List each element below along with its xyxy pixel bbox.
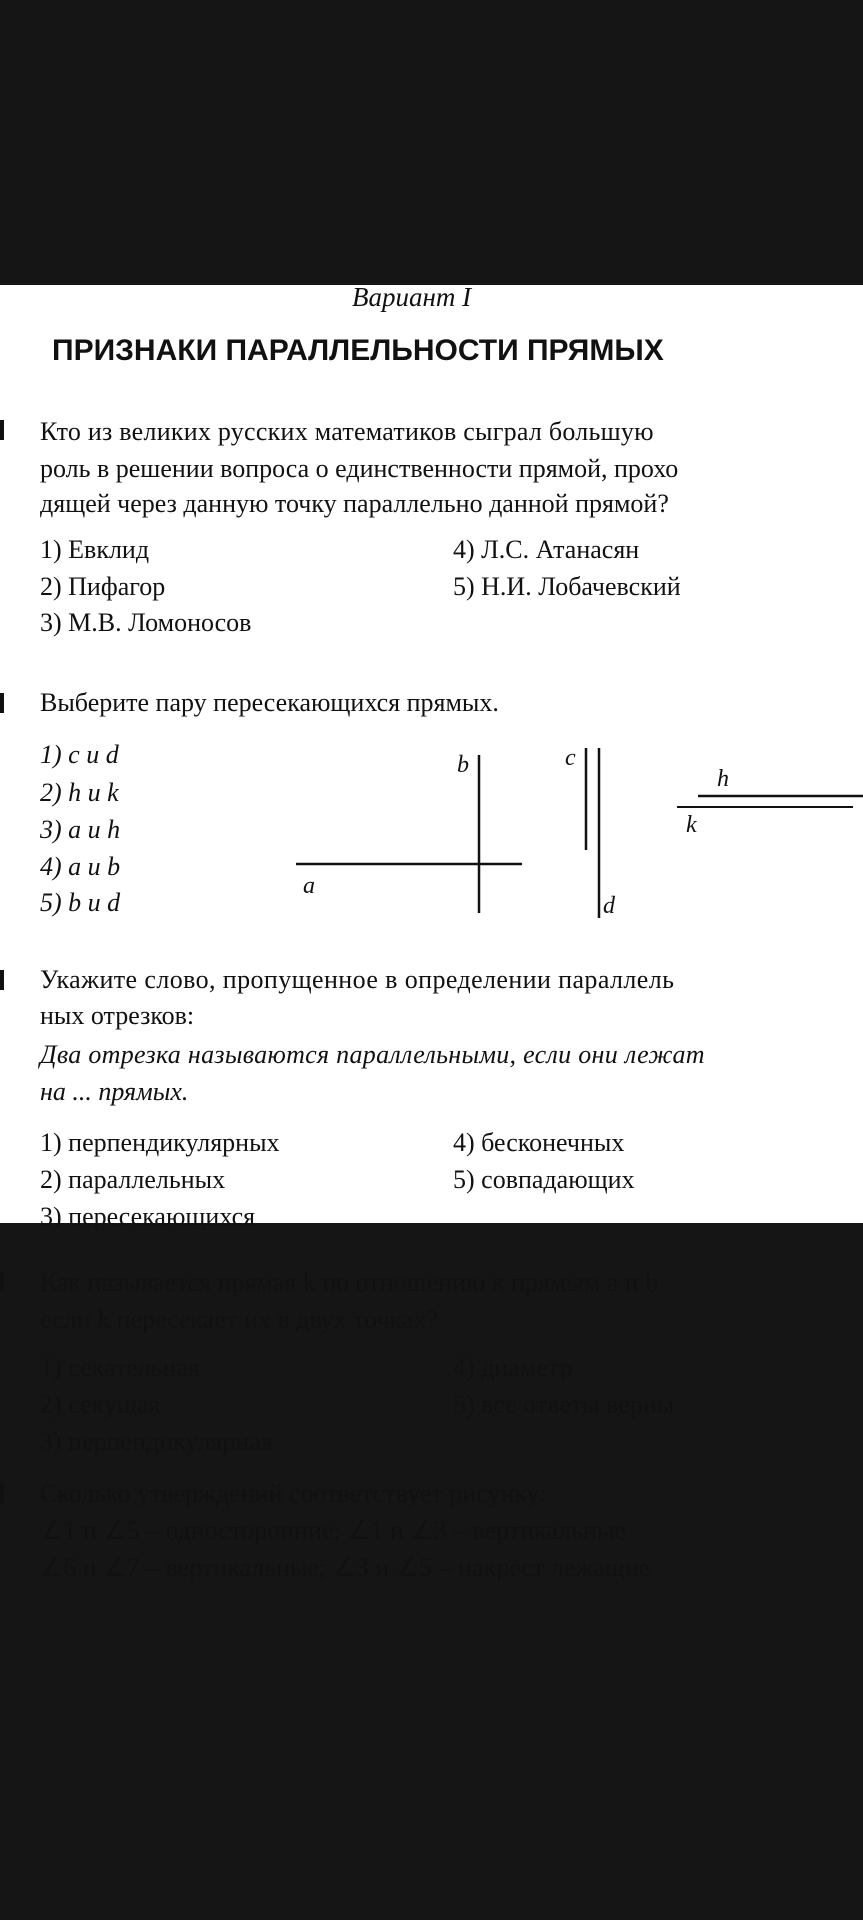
q3-option-2: 2) параллельных (40, 1165, 226, 1194)
label-k: k (686, 812, 697, 838)
q3-option-4: 4) бесконечных (453, 1128, 625, 1157)
q5-line-3: ∠6 и ∠7 – вертикальные; ∠3 и ∠5 – накрест лежащие (40, 1553, 651, 1582)
page-title: ПРИЗНАКИ ПАРАЛЛЕЛЬНОСТИ ПРЯМЫХ (52, 334, 664, 367)
q2-option-1: 1) c и d (40, 740, 119, 769)
q3-option-3: 3) пересекающихся (40, 1202, 256, 1231)
q3-line-1: Укажите слово, пропущенное в определении параллель (40, 965, 675, 994)
q3-line-2: ных отрезков: (40, 1001, 195, 1030)
worksheet-page (0, 282, 863, 1582)
q4-option-5: 5) все ответы верны (453, 1390, 675, 1419)
q1-option-1: 1) Евклид (40, 535, 150, 564)
question-marker-5 (0, 1483, 4, 1503)
q1-option-5: 5) Н.И. Лобачевский (453, 572, 681, 601)
q2-text: Выберите пару пересекающихся прямых. (40, 688, 499, 717)
q4-line-2: если k пересекает их в двух точках? (40, 1305, 438, 1334)
q3-option-5: 5) совпадающих (453, 1165, 635, 1194)
label-c: c (565, 745, 576, 771)
label-d: d (603, 893, 615, 919)
q1-line-3: дящей через данную точку параллельно данной прямой? (40, 489, 669, 518)
q4-option-2: 2) секущая (40, 1390, 161, 1419)
q4-option-3: 3) перпендикулярная (40, 1427, 273, 1456)
label-b: b (457, 752, 469, 778)
label-a: a (303, 873, 315, 899)
q3-option-1: 1) перпендикулярных (40, 1128, 280, 1157)
q2-option-5: 5) b и d (40, 888, 121, 917)
label-h: h (717, 766, 729, 792)
question-marker-4 (0, 1272, 4, 1292)
q4-option-1: 1) секательная (40, 1353, 200, 1382)
q1-line-1: Кто из великих русских математиков сыграл большую (40, 417, 654, 446)
q2-option-2: 2) h и k (40, 778, 119, 807)
q4-line-1: Как называется прямая k по отношению к прямым a и b (40, 1268, 659, 1297)
question-marker-3 (0, 970, 4, 990)
q1-option-2: 2) Пифагор (40, 572, 166, 601)
q1-option-3: 3) М.В. Ломоносов (40, 608, 252, 637)
q3-definition-1: Два отрезка называются параллельными, если они лежат (40, 1040, 705, 1069)
q1-option-4: 4) Л.С. Атанасян (453, 535, 640, 564)
variant-label: Вариант I (352, 282, 472, 312)
q2-option-4: 4) a и b (40, 852, 121, 881)
q3-definition-2: на ... прямых. (40, 1077, 189, 1106)
q5-line-2: ∠1 и ∠5 – односторонние; ∠1 и ∠3 – вертикальные (40, 1516, 627, 1545)
q2-option-3: 3) a и h (40, 815, 121, 844)
q5-line-1: Сколько утверждений соответствует рисунку: (40, 1479, 547, 1508)
q1-line-2: роль в решении вопроса о единственности прямой, прохо (40, 454, 679, 483)
q4-option-4: 4) диаметр (453, 1353, 573, 1382)
